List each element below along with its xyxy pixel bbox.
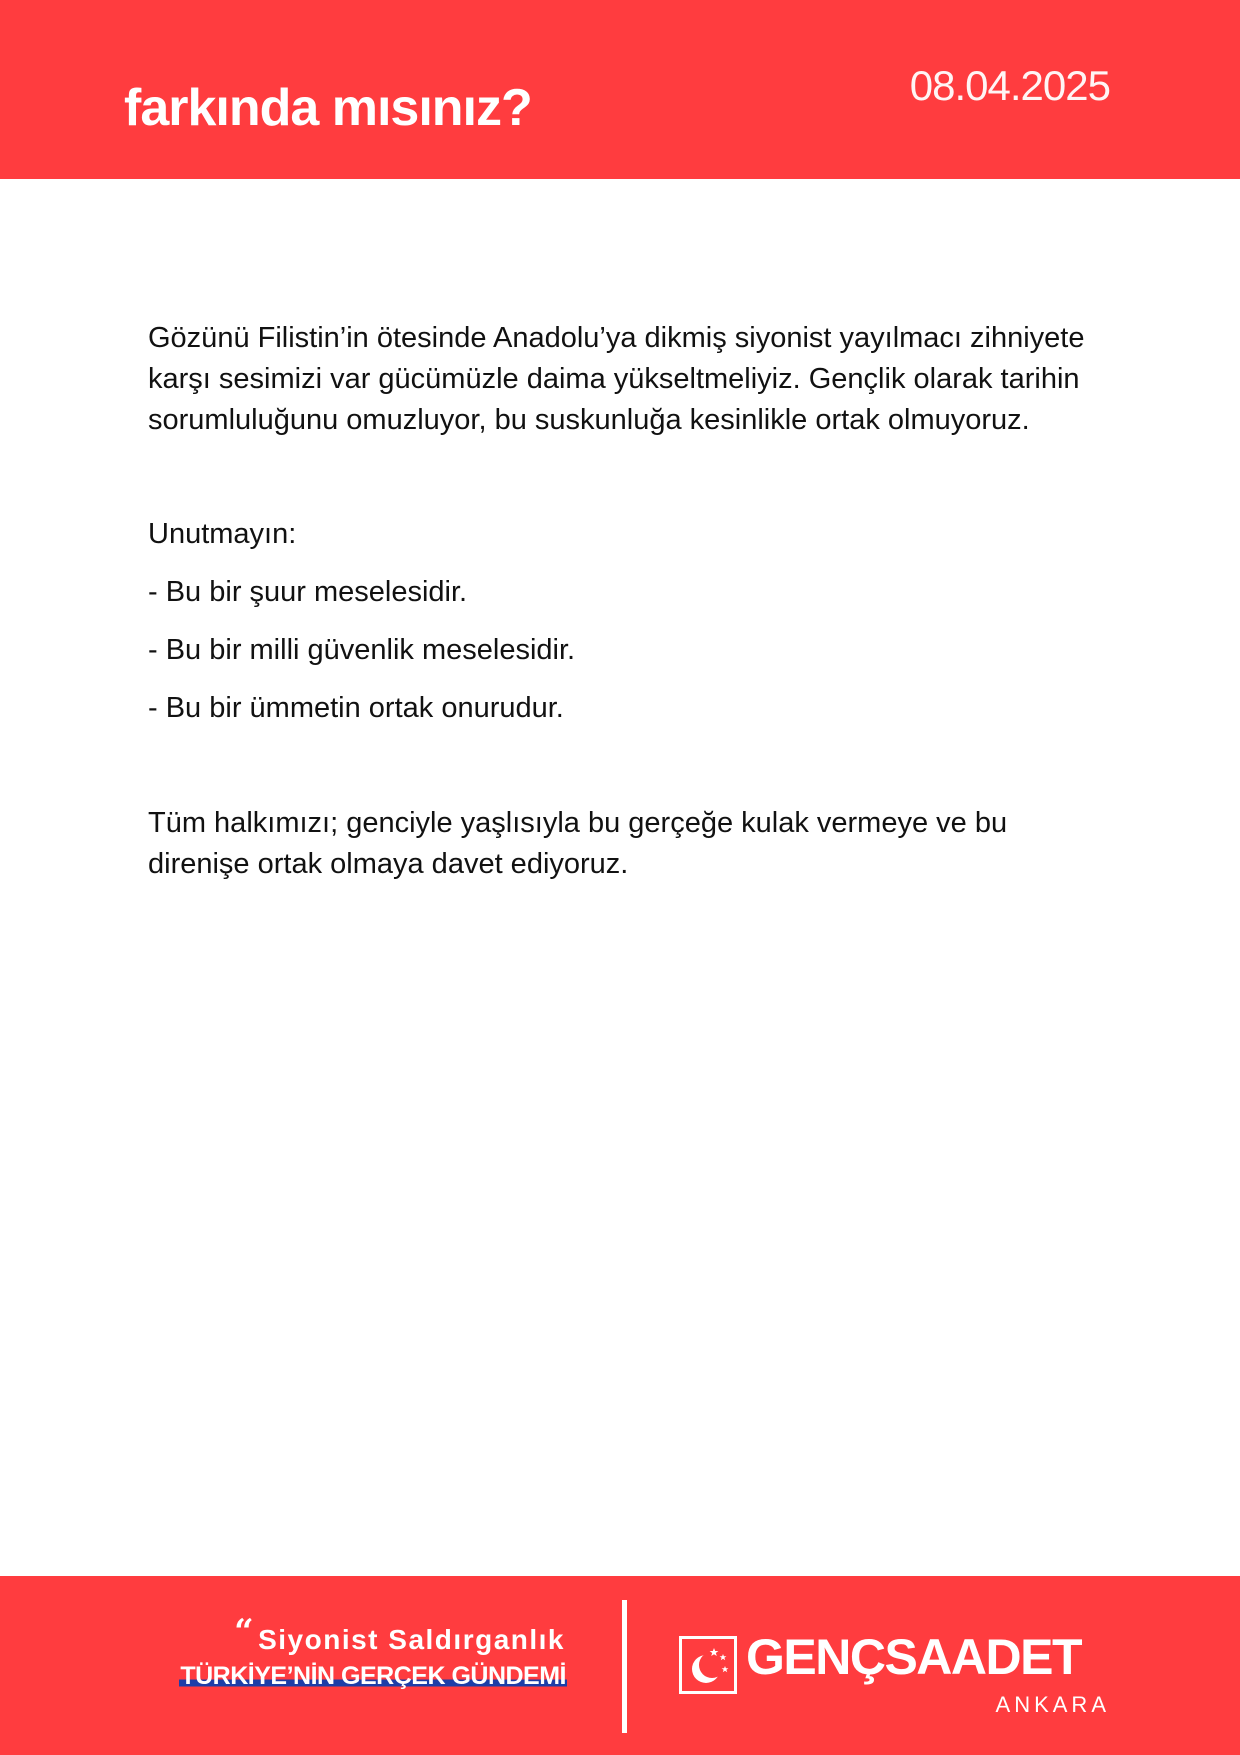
slogan-line-1-text: Siyonist Saldırganlık <box>258 1624 565 1655</box>
bullet-list <box>148 572 1108 729</box>
intro-label: Unutmayın: <box>148 518 297 550</box>
paragraph-1: Gözünü Filistin’in ötesinde Anadolu’ya dikmiş siyonist yayılmacı zihniyete karşı sesimizi var gücümüzle daima yükseltmeliyiz. Gençlik olarak tarihin sorumluluğunu omuzluyor, bu suskunluğa kesinlikle ortak olmuyoruz. <box>148 322 1085 436</box>
bullet-item: - Bu bir ümmetin ortak onurudur. <box>148 692 564 724</box>
body-text <box>148 318 1108 885</box>
date-label: 08.04.2025 <box>909 62 1110 109</box>
brand-name: GENÇSAADET <box>746 1629 1082 1685</box>
crescent-stars-icon <box>679 1636 737 1694</box>
slogan <box>179 1612 567 1691</box>
bullet-item: - Bu bir milli güvenlik meselesidir. <box>148 634 576 666</box>
quote-mark-icon: “ <box>234 1612 256 1652</box>
bullet-item: - Bu bir şuur meselesidir. <box>148 576 468 608</box>
header-banner <box>0 0 1240 179</box>
page-title: farkında mısınız? <box>124 79 532 137</box>
logo-graphic <box>682 1639 734 1691</box>
footer-banner <box>0 1576 1240 1755</box>
paragraph-2: Tüm halkımızı; genciyle yaşlısıyla bu gerçeğe kulak vermeye ve bu direnişe ortak olmaya davet ediyoruz. <box>148 807 1008 880</box>
slogan-line-1 <box>234 1612 567 1656</box>
slogan-line-2-text: TÜRKİYE’NİN GERÇEK GÜNDEMİ <box>180 1662 566 1690</box>
slogan-line-2 <box>179 1662 567 1691</box>
brand-subtitle: ANKARA <box>995 1692 1110 1717</box>
footer-divider <box>622 1600 627 1733</box>
